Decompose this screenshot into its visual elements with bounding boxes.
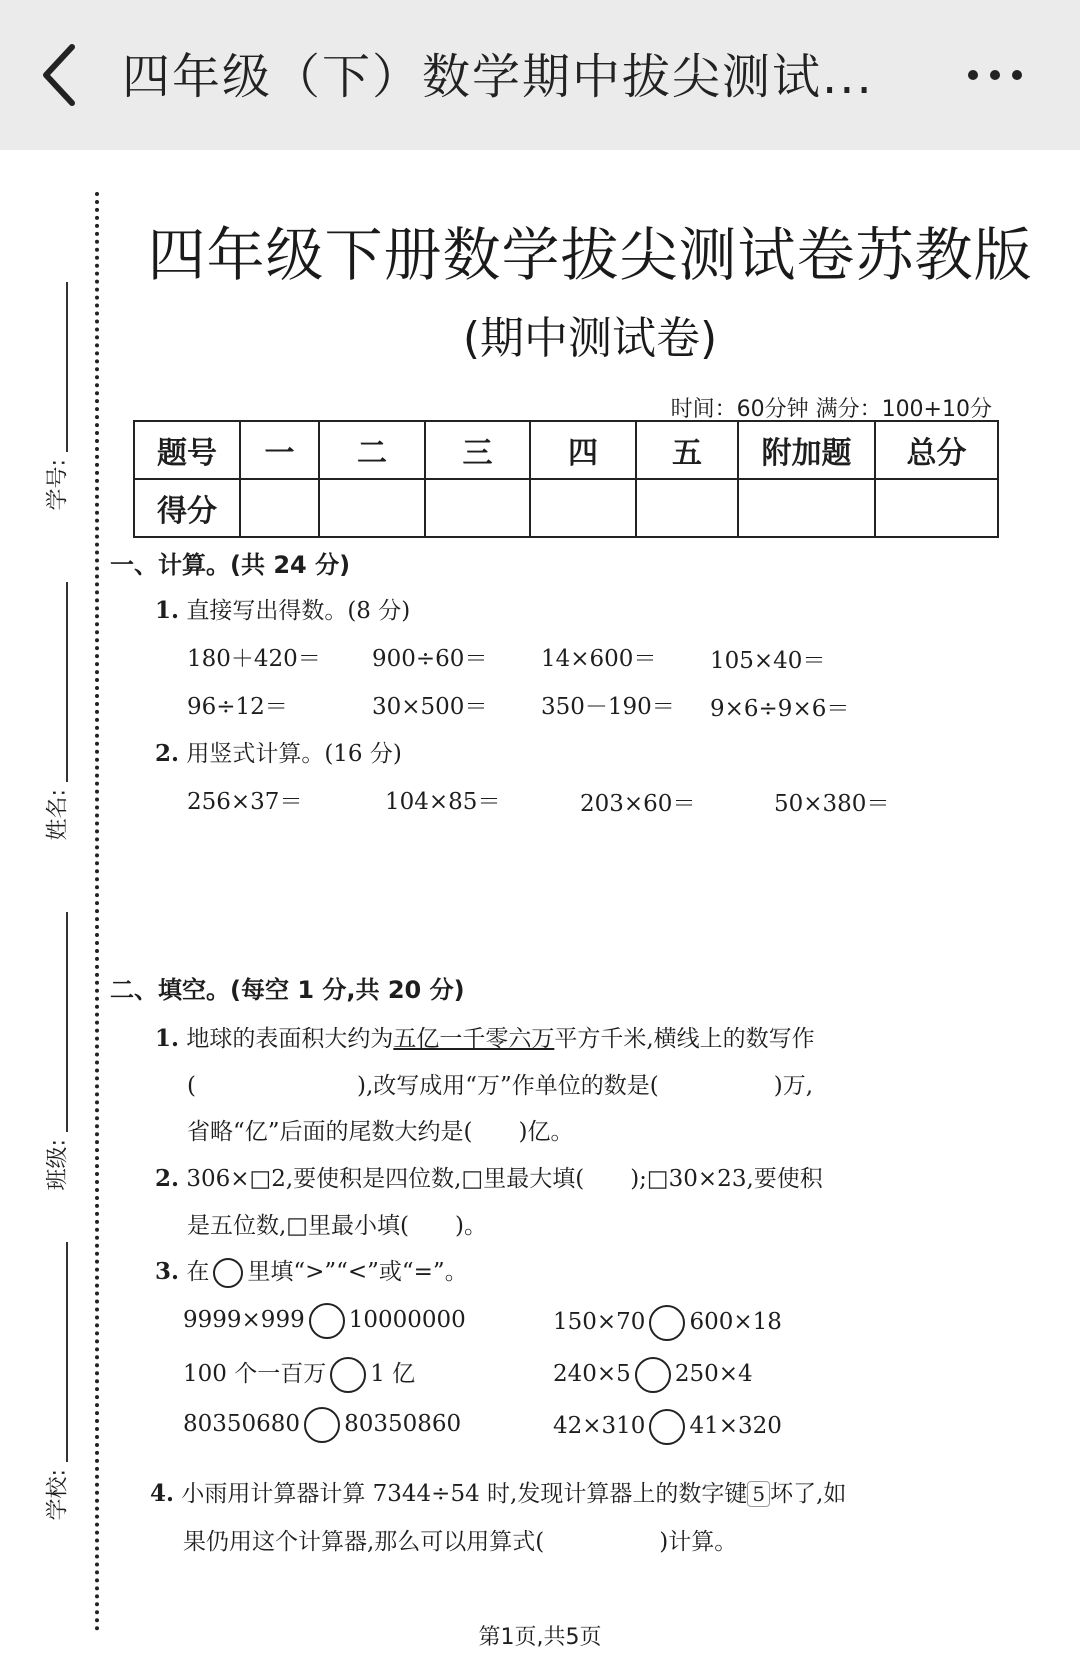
- vertical-calc-expression: 104×85＝: [385, 789, 501, 815]
- score-cell[interactable]: [425, 479, 530, 537]
- student-id-label: 学号:: [45, 459, 71, 511]
- oral-expression: 9×6÷9×6＝: [710, 696, 850, 722]
- class-label: 班级:: [45, 1139, 71, 1191]
- section1-title: 一、计算。(共 24 分): [110, 551, 351, 579]
- score-header-cell: 附加题: [738, 421, 875, 479]
- oral-expression: 900÷60＝: [372, 646, 488, 672]
- calculator-key: 5: [747, 1481, 770, 1507]
- section2-q2-line2: 是五位数,□里最小填( )。: [187, 1213, 487, 1239]
- vertical-calc-expression: 203×60＝: [580, 791, 696, 817]
- score-cell[interactable]: [636, 479, 738, 537]
- section2-q4-line1: [150, 1475, 846, 1508]
- compare-circle[interactable]: [309, 1303, 345, 1339]
- question-number: 3.: [155, 1258, 180, 1285]
- compare-item: [183, 1407, 461, 1443]
- compare-circle[interactable]: [649, 1305, 685, 1341]
- compare-item: [553, 1357, 753, 1393]
- question-text: 地球的表面积大约为: [186, 1026, 394, 1052]
- name-label: 姓名:: [45, 789, 71, 841]
- compare-right: 600×18: [689, 1309, 782, 1335]
- score-cell[interactable]: [738, 479, 875, 537]
- compare-item: [183, 1355, 415, 1393]
- question-text: 平方千米,横线上的数写作: [554, 1026, 815, 1052]
- oral-expression: 14×600＝: [541, 646, 657, 672]
- compare-right: 41×320: [689, 1413, 782, 1439]
- question-number: 2.: [155, 1165, 180, 1192]
- compare-circle[interactable]: [330, 1357, 366, 1393]
- score-row-label: 得分: [134, 479, 240, 537]
- score-cell[interactable]: [240, 479, 319, 537]
- vertical-calc-expression: 256×37＝: [187, 789, 303, 815]
- binding-dotted-line: [95, 192, 99, 1632]
- question-text: 在: [186, 1259, 210, 1285]
- question-text: 用竖式计算。(16 分): [186, 741, 402, 767]
- score-header-cell: 三: [425, 421, 530, 479]
- section2-title: 二、填空。(每空 1 分,共 20 分): [110, 976, 465, 1004]
- exam-subtitle: (期中测试卷): [462, 313, 718, 364]
- compare-right: 10000000: [348, 1307, 466, 1333]
- compare-circle[interactable]: [304, 1407, 340, 1443]
- oral-expression: 180＋420＝: [187, 646, 321, 672]
- score-cell[interactable]: [530, 479, 636, 537]
- score-header-cell: 五: [636, 421, 738, 479]
- score-header-cell: 题号: [134, 421, 240, 479]
- score-header-cell: 总分: [875, 421, 998, 479]
- score-cell[interactable]: [875, 479, 998, 537]
- score-header-cell: 二: [319, 421, 425, 479]
- question-number: 1.: [155, 597, 180, 624]
- class-line: [66, 912, 68, 1132]
- section2-q1-line1: [155, 1020, 815, 1053]
- section2-q4-line2: 果仍用这个计算器,那么可以用算式( )计算。: [183, 1529, 738, 1555]
- compare-left: 9999×999: [183, 1307, 305, 1333]
- compare-left: 150×70: [553, 1309, 646, 1335]
- compare-item: [553, 1409, 782, 1445]
- document-title: 四年级（下）数学期中拔尖测试...: [122, 49, 874, 105]
- compare-left: 80350680: [183, 1411, 301, 1437]
- section2-q1-line3: 省略“亿”后面的尾数大约是( )亿。: [187, 1119, 574, 1145]
- score-header-cell: 四: [530, 421, 636, 479]
- question-text: 里填“>”“<”或“=”。: [247, 1259, 468, 1285]
- score-table-header-row: [134, 421, 998, 479]
- top-nav-bar: [0, 0, 1080, 150]
- circle-icon: [213, 1258, 243, 1288]
- oral-expression: 105×40＝: [710, 648, 826, 674]
- vertical-calc-expression: 50×380＝: [774, 791, 890, 817]
- school-label: 学校:: [45, 1469, 71, 1521]
- compare-item: [183, 1303, 466, 1339]
- question-text: 小雨用计算器计算 7344÷54 时,发现计算器上的数字键: [181, 1481, 748, 1507]
- name-line: [66, 582, 68, 782]
- page-indicator: 第1页,共5页: [478, 1625, 602, 1650]
- section1-q1: [155, 592, 410, 625]
- question-number: 4.: [150, 1480, 175, 1507]
- question-text: 直接写出得数。(8 分): [186, 598, 411, 624]
- section2-q3: [155, 1253, 468, 1288]
- exam-paper: [0, 150, 1080, 1672]
- student-id-line: [66, 282, 68, 452]
- question-text: 306×□2,要使积是四位数,□里最大填( );□30×23,要使积: [186, 1166, 823, 1192]
- compare-left: 100 个一百万: [183, 1361, 327, 1387]
- compare-left: 42×310: [553, 1413, 646, 1439]
- compare-circle[interactable]: [649, 1409, 685, 1445]
- more-horizontal-icon[interactable]: [968, 70, 1028, 90]
- compare-item: [553, 1305, 782, 1341]
- score-table-score-row: [134, 479, 998, 537]
- chevron-left-icon[interactable]: [30, 35, 90, 115]
- question-text: 坏了,如: [770, 1481, 847, 1507]
- oral-expression: 96÷12＝: [187, 694, 288, 720]
- question-number: 1.: [155, 1025, 180, 1052]
- compare-left: 240×5: [553, 1361, 631, 1387]
- compare-right: 80350860: [344, 1411, 462, 1437]
- section2-q1-line2: ( ),改写成用“万”作单位的数是( )万,: [187, 1073, 814, 1099]
- exam-title: 四年级下册数学拔尖测试卷苏教版: [147, 221, 1033, 289]
- compare-right: 1 亿: [370, 1361, 416, 1387]
- question-number: 2.: [155, 740, 180, 767]
- score-header-cell: 一: [240, 421, 319, 479]
- time-score-info: 时间：60分钟 满分：100+10分: [670, 397, 992, 422]
- section2-q2-line1: [155, 1160, 823, 1193]
- section1-q2: [155, 735, 402, 768]
- school-line: [66, 1242, 68, 1462]
- oral-expression: 350－190＝: [541, 694, 675, 720]
- underlined-number: 五亿一千零六万: [393, 1026, 555, 1052]
- compare-circle[interactable]: [635, 1357, 671, 1393]
- score-cell[interactable]: [319, 479, 425, 537]
- score-table: [133, 420, 999, 538]
- oral-expression: 30×500＝: [372, 694, 488, 720]
- compare-right: 250×4: [674, 1361, 753, 1387]
